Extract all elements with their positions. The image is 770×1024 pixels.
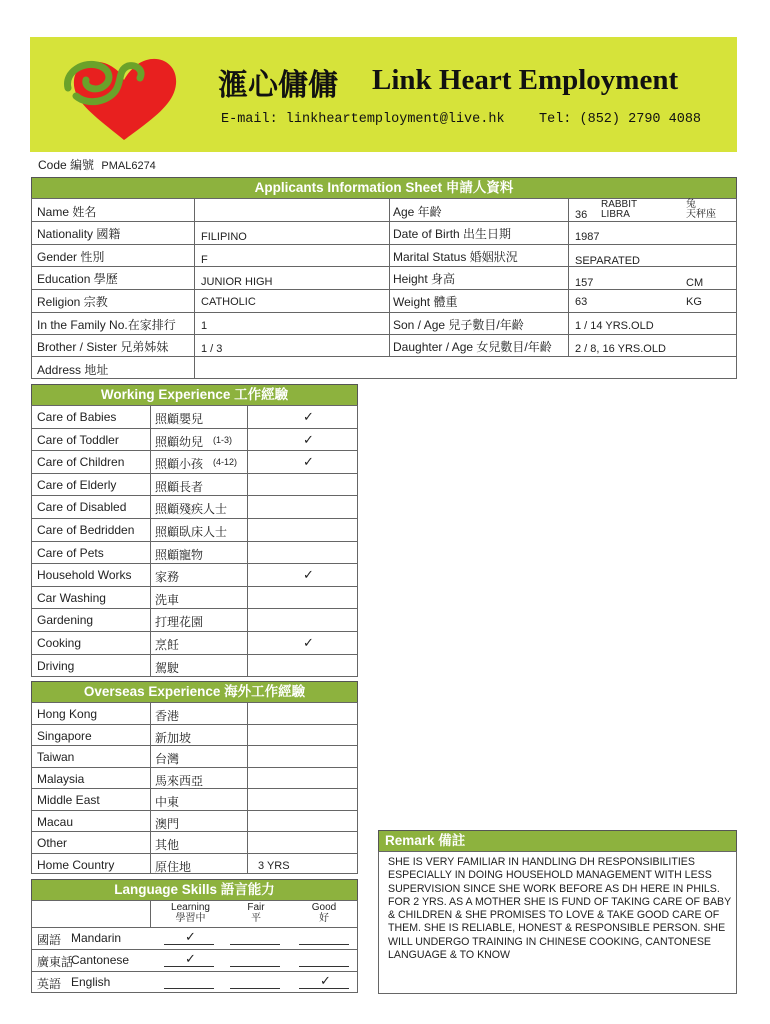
- lang-col-learning-en: Learning: [171, 902, 210, 913]
- marital-value: SEPARATED: [575, 255, 640, 267]
- work-item-en: Care of Pets: [37, 546, 104, 560]
- answer-line: [230, 988, 280, 989]
- work-item-cn: 洗車: [155, 593, 180, 607]
- row-divider: [31, 810, 358, 811]
- education-label: Education 學歷: [37, 272, 118, 286]
- work-item-cn: 打理花園: [155, 615, 204, 629]
- answer-line: [164, 988, 214, 989]
- row-divider: [31, 631, 358, 632]
- work-item-cn: 烹飪: [155, 638, 180, 652]
- work-item-en: Household Works: [37, 568, 132, 582]
- work-item-en: Care of Toddler: [37, 433, 119, 447]
- age-label: Age 年齡: [393, 205, 442, 219]
- work-item-cn: 照顧殘疾人士: [155, 502, 228, 516]
- company-name-cn: 滙心傭傭: [218, 68, 338, 103]
- dob-label: Date of Birth 出生日期: [393, 227, 512, 241]
- applicant-photo: [450, 438, 740, 830]
- applicant-section-title: Applicants Information Sheet 申請人資料: [31, 177, 737, 199]
- tel-text: Tel: (852) 2790 4088: [539, 112, 702, 127]
- row-divider: [31, 853, 358, 854]
- work-item-cn: 照顧臥床人士: [155, 525, 228, 539]
- family-no-label: In the Family No.在家排行: [37, 318, 176, 332]
- row-divider: [31, 767, 358, 768]
- check-mark-icon: ✓: [303, 567, 314, 582]
- work-item-en: Care of Babies: [37, 410, 117, 424]
- son-value: 1 / 14 YRS.OLD: [575, 320, 654, 332]
- language-name-cn: 國語: [37, 933, 62, 947]
- zodiac-cn-1: 兔: [686, 199, 696, 210]
- work-item-cn: 照顧幼兒: [155, 435, 204, 449]
- overseas-country-en: Singapore: [37, 729, 92, 743]
- work-item-en: Gardening: [37, 613, 94, 627]
- address-label: Address 地址: [37, 363, 109, 377]
- overseas-section-title: Overseas Experience 海外工作經驗: [31, 681, 358, 703]
- daughter-label: Daughter / Age 女兒數目/年齡: [393, 340, 552, 354]
- company-name-en: Link Heart Employment: [372, 64, 679, 96]
- remark-text: SHE IS VERY FAMILIAR IN HANDLING DH RESPONSIBILITIES ESPECIALLY IN DOING HOUSEHOLD MANAGEMENT WITH LESS SUPERVISION SINCE SHE WORK BEFORE AS DH HERE IN PHILS. FOR 2 YRS. AS A MOTHER SHE IS FUND OF TAKING CARE OF BABY & CHILDREN & SHE PROMISES TO LOVE & TAKE GOOD CARE OF THEM. SHE IS RELIABLE, HONEST & RESPONSIBLE PERSON. SHE WILL UNDERGO TRAINING IN CHINESE COOKING, CANTONESE LANGUAGE & TO KNOW: [388, 856, 731, 962]
- work-item-en: Care of Children: [37, 455, 125, 469]
- code-line: [38, 156, 156, 173]
- heart-logo-icon: [62, 52, 182, 147]
- check-mark-icon: ✓: [303, 635, 314, 650]
- row-divider: [31, 724, 358, 725]
- lang-col-fair-en: Fair: [247, 902, 265, 913]
- check-mark-icon: ✓: [303, 454, 314, 469]
- row-divider: [31, 495, 358, 496]
- overseas-country-cn: 原住地: [155, 860, 192, 874]
- religion-value: CATHOLIC: [201, 296, 256, 308]
- sibling-label: Brother / Sister 兄弟姊妹: [37, 340, 169, 354]
- working-section-title: Working Experience 工作經驗: [31, 384, 358, 406]
- nationality-label: Nationality 國籍: [37, 227, 121, 241]
- check-mark-icon: ✓: [303, 409, 314, 424]
- zodiac-en-2: LIBRA: [601, 209, 630, 220]
- overseas-country-cn: 中東: [155, 795, 180, 809]
- language-name-en: English: [71, 975, 111, 989]
- work-item-cn: 照顧小孩: [155, 457, 204, 471]
- overseas-country-en: Home Country: [37, 858, 115, 872]
- zodiac-en-1: RABBIT: [601, 199, 638, 210]
- overseas-country-en: Middle East: [37, 793, 100, 807]
- row-divider: [31, 831, 358, 832]
- name-label: Name 姓名: [37, 205, 97, 219]
- religion-label: Religion 宗教: [37, 295, 108, 309]
- row-divider: [31, 586, 358, 587]
- remark-section-title: Remark 備註: [378, 830, 737, 852]
- row-divider: [31, 745, 358, 746]
- work-item-cn: 家務: [155, 570, 180, 584]
- gender-label: Gender 性別: [37, 250, 105, 264]
- row-divider: [31, 563, 358, 564]
- row-divider: [31, 450, 358, 451]
- work-item-en: Cooking: [37, 636, 82, 650]
- lang-col-learning-cn: 學習中: [175, 913, 206, 924]
- family-no-value: 1: [201, 320, 208, 332]
- row-divider: [31, 541, 358, 542]
- row-divider: [31, 654, 358, 655]
- sibling-value: 1 / 3: [201, 343, 223, 355]
- weight-label: Weight 體重: [393, 295, 458, 309]
- email-text: E-mail: linkheartemployment@live.hk: [221, 112, 505, 127]
- overseas-country-en: Hong Kong: [37, 707, 98, 721]
- weight-unit: KG: [686, 296, 702, 308]
- work-item-en: Care of Disabled: [37, 500, 127, 514]
- answer-line: [299, 966, 349, 967]
- lang-col-fair-cn: 平: [251, 913, 261, 924]
- row-divider: [31, 608, 358, 609]
- height-label: Height 身高: [393, 272, 456, 286]
- language-name-cn: 廣東話: [37, 955, 74, 969]
- gender-value: F: [201, 254, 208, 266]
- check-mark-icon: ✓: [185, 929, 196, 944]
- education-value: JUNIOR HIGH: [201, 276, 273, 288]
- height-value: 157: [575, 277, 594, 289]
- son-label: Son / Age 兒子數目/年齡: [393, 318, 524, 332]
- language-section-title: Language Skills 語言能力: [31, 879, 358, 901]
- work-item-en: Care of Bedridden: [37, 523, 135, 537]
- work-item-cn: 照顧嬰兒: [155, 412, 204, 426]
- age-value: 36: [575, 209, 588, 221]
- row-divider: [31, 428, 358, 429]
- overseas-country-cn: 其他: [155, 838, 180, 852]
- answer-line: [230, 966, 280, 967]
- row-divider: [31, 518, 358, 519]
- row-divider: [31, 473, 358, 474]
- overseas-country-cn: 香港: [155, 709, 180, 723]
- language-name-cn: 英語: [37, 977, 62, 991]
- overseas-country-en: Taiwan: [37, 750, 75, 764]
- row-divider: [31, 788, 358, 789]
- height-unit: CM: [686, 277, 704, 289]
- marital-label: Marital Status 婚姻狀況: [393, 250, 518, 264]
- overseas-country-cn: 台灣: [155, 752, 180, 766]
- language-name-en: Mandarin: [71, 931, 122, 945]
- lang-col-good-en: Good: [311, 902, 337, 913]
- language-name-en: Cantonese: [71, 953, 130, 967]
- overseas-country-cn: 澳門: [155, 817, 180, 831]
- work-item-note: (4-12): [213, 457, 238, 467]
- daughter-value: 2 / 8, 16 YRS.OLD: [575, 343, 666, 355]
- work-item-note: (1-3): [213, 435, 233, 445]
- work-item-cn: 照顧長者: [155, 480, 204, 494]
- lang-col-good-cn: 好: [319, 913, 329, 924]
- nationality-value: FILIPINO: [201, 231, 247, 243]
- check-mark-icon: ✓: [185, 951, 196, 966]
- code-label: Code 編號: [38, 158, 95, 172]
- overseas-country-cn: 馬來西亞: [155, 774, 204, 788]
- check-mark-icon: ✓: [320, 973, 331, 988]
- overseas-country-en: Malaysia: [37, 772, 85, 786]
- weight-value: 63: [575, 296, 588, 308]
- work-item-cn: 照顧寵物: [155, 548, 204, 562]
- work-item-en: Car Washing: [37, 591, 106, 605]
- overseas-country-en: Other: [37, 836, 68, 850]
- answer-line: [299, 944, 349, 945]
- overseas-duration: 3 YRS: [258, 860, 290, 872]
- overseas-country-cn: 新加坡: [155, 731, 192, 745]
- code-value: PMAL6274: [101, 160, 156, 172]
- overseas-country-en: Macau: [37, 815, 74, 829]
- zodiac-cn-2: 天秤座: [686, 209, 716, 220]
- work-item-en: Care of Elderly: [37, 478, 117, 492]
- check-mark-icon: ✓: [303, 432, 314, 447]
- work-item-cn: 駕駛: [155, 661, 180, 675]
- dob-value: 1987: [575, 231, 600, 243]
- answer-line: [230, 944, 280, 945]
- work-item-en: Driving: [37, 659, 75, 673]
